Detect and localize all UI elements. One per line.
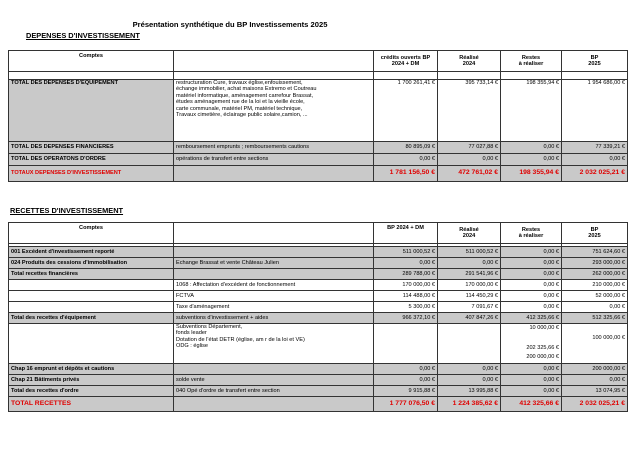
cell-realise: 13 995,88 € [438, 386, 501, 397]
table-row [9, 280, 628, 291]
row-label: 001 Excédent d'investissement reporté [9, 247, 174, 258]
header-blank [174, 223, 374, 244]
total-restes: 412 325,66 € [501, 397, 562, 412]
row-label: Total des recettes d'équipement [9, 313, 174, 324]
row-description: FCTVA [174, 291, 374, 302]
cell-realise: 511 000,52 € [438, 247, 501, 258]
table-row [9, 302, 628, 313]
subventions-description: Subventions Département, fonds leader Dotation de l'état DETR (église, am r de la loi et VE) ODG : église [174, 324, 374, 364]
cell-realise: 0,00 € [438, 154, 501, 166]
header-restes: Restes à réaliser [501, 51, 562, 72]
row-label [9, 280, 174, 291]
cell-bp: 262 000,00 € [562, 269, 628, 280]
cell-restes: 0,00 € [501, 302, 562, 313]
row-description: 1068 : Affectation d'excédent de fonctionnement [174, 280, 374, 291]
cell-realise: 170 000,00 € [438, 280, 501, 291]
cell-realise: 395 733,14 € [438, 80, 501, 142]
row-label: Total recettes financières [9, 269, 174, 280]
cell-bp: 210 000,00 € [562, 280, 628, 291]
cell-credits: 0,00 € [374, 154, 438, 166]
cell-bp2024: 0,00 € [374, 258, 438, 269]
cell-restes: 0,00 € [501, 280, 562, 291]
table-row [9, 258, 628, 269]
depenses-section-title: DEPENSES D'INVESTISSEMENT [26, 31, 140, 40]
cell-restes: 412 325,66 € [501, 313, 562, 324]
cell-bp2024: 511 000,52 € [374, 247, 438, 258]
subventions-bp: 100 000,00 € [562, 324, 628, 364]
depenses-total-row [9, 166, 628, 182]
cell-bp: 0,00 € [562, 375, 628, 386]
total-blank [174, 397, 374, 412]
row-description [174, 269, 374, 280]
cell-realise: 114 450,29 € [438, 291, 501, 302]
total-blank [174, 166, 374, 182]
cell-bp: 293 000,00 € [562, 258, 628, 269]
row-label: TOTAL DES DEPENSES FINANCIERES [9, 142, 174, 154]
recettes-header-row [9, 223, 628, 244]
cell-bp2024: 9 915,88 € [374, 386, 438, 397]
total-label: TOTAL RECETTES [9, 397, 174, 412]
table-row [9, 386, 628, 397]
header-comptes: Comptes [9, 223, 174, 244]
total-bp2024: 1 777 076,50 € [374, 397, 438, 412]
total-restes: 198 355,94 € [501, 166, 562, 182]
header-bp: BP 2025 [562, 51, 628, 72]
row-label: Total des recettes d'ordre [9, 386, 174, 397]
cell-bp2024: 0,00 € [374, 364, 438, 375]
cell-bp2024: 114 488,00 € [374, 291, 438, 302]
table-row [9, 154, 628, 166]
row-description: Echange Brassat et vente Château Julien [174, 258, 374, 269]
header-realise: Réalisé 2024 [438, 223, 501, 244]
table-row [9, 313, 628, 324]
cell-restes: 0,00 € [501, 247, 562, 258]
cell-bp: 77 339,21 € [562, 142, 628, 154]
cell-realise: 0,00 € [438, 364, 501, 375]
cell-bp: 1 954 686,00 € [562, 80, 628, 142]
cell-bp: 52 000,00 € [562, 291, 628, 302]
cell-restes: 198 355,94 € [501, 80, 562, 142]
row-label: 024 Produits des cessions d'immobilisation [9, 258, 174, 269]
cell-bp: 13 074,95 € [562, 386, 628, 397]
row-description [174, 247, 374, 258]
cell-bp: 0,00 € [562, 154, 628, 166]
total-bp: 2 032 025,21 € [562, 166, 628, 182]
header-restes: Restes à réaliser [501, 223, 562, 244]
cell-bp: 751 624,60 € [562, 247, 628, 258]
cell-bp: 512 325,66 € [562, 313, 628, 324]
header-comptes: Comptes [9, 51, 174, 72]
table-row [9, 375, 628, 386]
row-label: Chap 16 emprunt et dépôts et cautions [9, 364, 174, 375]
subventions-realise [438, 324, 501, 364]
total-credits: 1 781 156,50 € [374, 166, 438, 182]
row-description: subventions d'investissement + aides [174, 313, 374, 324]
header-bp2024: BP 2024 + DM [374, 223, 438, 244]
cell-realise: 77 027,88 € [438, 142, 501, 154]
cell-realise: 0,00 € [438, 375, 501, 386]
total-bp: 2 032 025,21 € [562, 397, 628, 412]
cell-credits: 1 700 261,41 € [374, 80, 438, 142]
subventions-restes: 10 000,00 € 202 325,66 € 200 000,00 € [501, 324, 562, 364]
row-description: opérations de transfert entre sections [174, 154, 374, 166]
row-description [174, 364, 374, 375]
cell-restes: 0,00 € [501, 154, 562, 166]
table-row [9, 269, 628, 280]
cell-realise: 291 541,96 € [438, 269, 501, 280]
cell-bp2024: 966 372,10 € [374, 313, 438, 324]
depenses-header-row [9, 51, 628, 72]
total-label: TOTAUX DEPENSES D'INVESTISSEMENT [9, 166, 174, 182]
cell-bp2024: 170 000,00 € [374, 280, 438, 291]
cell-restes: 0,00 € [501, 269, 562, 280]
header-realise: Réalisé 2024 [438, 51, 501, 72]
row-description: Taxe d'aménagement [174, 302, 374, 313]
cell-restes: 0,00 € [501, 258, 562, 269]
recettes-section-title: RECETTES D'INVESTISSEMENT [10, 206, 124, 215]
row-label [9, 302, 174, 313]
cell-restes: 0,00 € [501, 386, 562, 397]
row-description: 040 Opé d'ordre de transfert entre section [174, 386, 374, 397]
depenses-table [8, 50, 628, 182]
cell-bp2024: 0,00 € [374, 375, 438, 386]
row-description: remboursement emprunts ; remboursements cautions [174, 142, 374, 154]
spacer-row [9, 72, 628, 80]
total-realise: 472 761,02 € [438, 166, 501, 182]
subventions-bp2024 [374, 324, 438, 364]
cell-bp2024: 5 300,00 € [374, 302, 438, 313]
row-label: Chap 21 Bâtiments privés [9, 375, 174, 386]
cell-realise: 0,00 € [438, 258, 501, 269]
table-row [9, 364, 628, 375]
header-credits: crédits ouverts BP 2024 + DM [374, 51, 438, 72]
total-realise: 1 224 385,62 € [438, 397, 501, 412]
row-description: restructuration Cure, travaux église,enfouissement, échange immobilier, achat maisons Extremo et Coutreau matériel informatique, aménagement carrefour Brassat, études aménagement rue de la loi et la vieille école, carte communale, matériel PM, matériel technique, Travaux cimetière, éclairage public solaire,camion, ... [174, 80, 374, 142]
cell-restes: 0,00 € [501, 142, 562, 154]
row-label: TOTAL DES DEPENSES D'EQUIPEMENT [9, 80, 174, 142]
cell-restes: 0,00 € [501, 364, 562, 375]
cell-bp: 200 000,00 € [562, 364, 628, 375]
cell-restes: 0,00 € [501, 375, 562, 386]
cell-credits: 80 895,09 € [374, 142, 438, 154]
cell-realise: 7 091,67 € [438, 302, 501, 313]
subventions-label-cell [9, 324, 174, 364]
table-row [9, 80, 628, 142]
cell-bp2024: 289 788,00 € [374, 269, 438, 280]
cell-restes: 0,00 € [501, 291, 562, 302]
row-label: TOTAL DES OPERATONS D'ORDRE [9, 154, 174, 166]
row-label [9, 291, 174, 302]
row-description: solde vente [174, 375, 374, 386]
table-row [9, 291, 628, 302]
cell-realise: 407 847,26 € [438, 313, 501, 324]
table-row [9, 247, 628, 258]
cell-bp: 0,00 € [562, 302, 628, 313]
recettes-table [8, 222, 628, 412]
header-bp: BP 2025 [562, 223, 628, 244]
subventions-row [9, 324, 628, 364]
document-title: Présentation synthétique du BP Investissements 2025 [132, 20, 328, 29]
recettes-total-row [9, 397, 628, 412]
table-row [9, 142, 628, 154]
header-blank [174, 51, 374, 72]
